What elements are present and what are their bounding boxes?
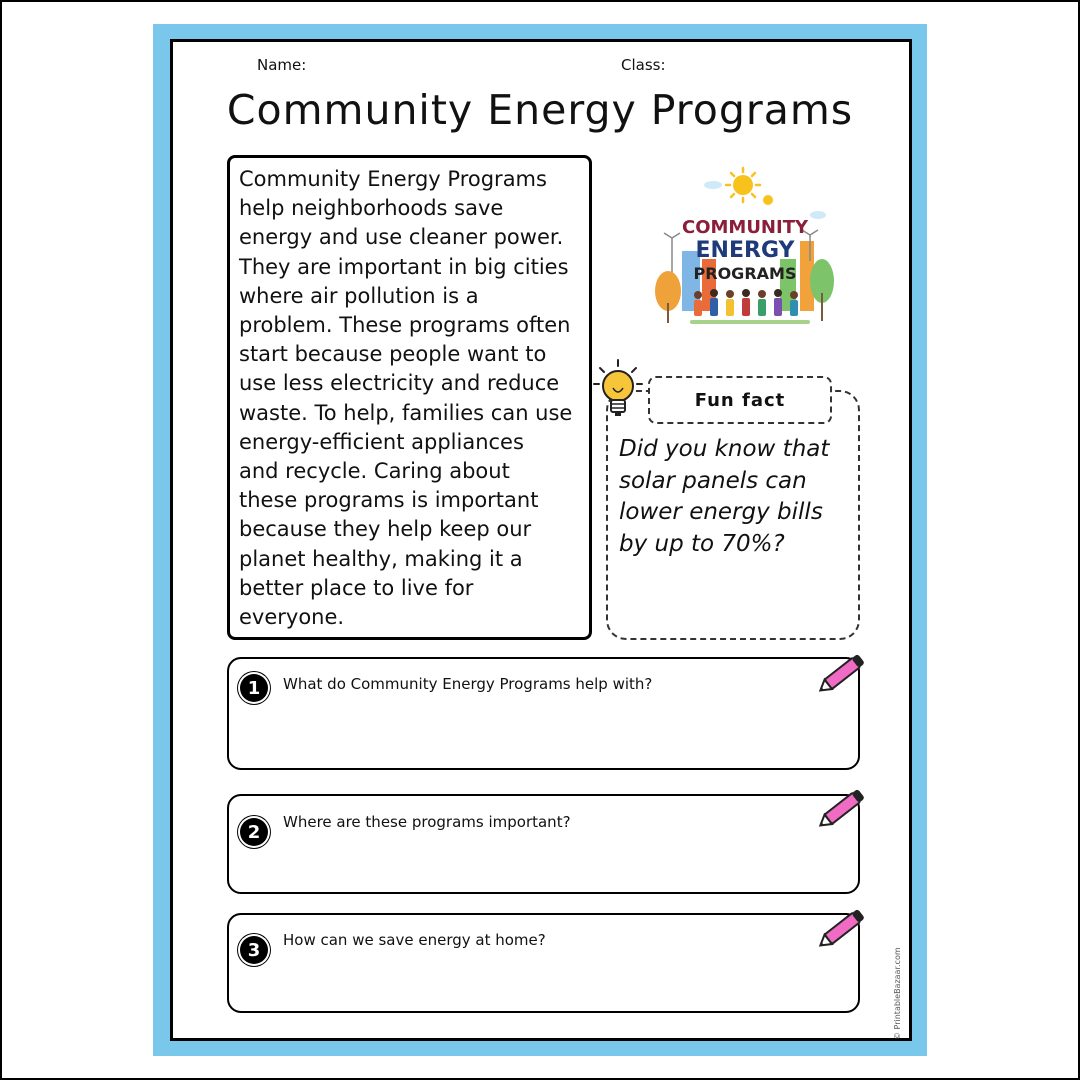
fun-fact-tab [648, 376, 832, 424]
question-2-answer-box[interactable] [227, 794, 860, 894]
class-label: Class: [621, 56, 666, 74]
question-2-text: Where are these programs important? [283, 813, 571, 831]
reading-passage-text: Community Energy Programs help neighborhoods save energy and use cleaner power. They are important in big cities where air pollution is a problem. These programs often start because people want to use less electricity and reduce waste. To help, families can use energy-efficient appliances and recycle. Caring about these programs is important because they help keep our planet healthy, making it a better place to live for everyone. [239, 167, 573, 630]
fun-fact-heading: Fun fact [694, 389, 786, 411]
pencil-icon [818, 905, 870, 949]
reading-passage-box [227, 155, 592, 640]
name-label: Name: [257, 56, 307, 74]
question-1-number-badge: 1 [240, 674, 268, 702]
question-1-answer-box[interactable] [227, 657, 860, 770]
illustration-line-1: COMMUNITY [681, 217, 809, 238]
illustration-line-3: PROGRAMS [693, 264, 797, 283]
lightbulb-icon [592, 358, 644, 424]
question-1-text: What do Community Energy Programs help with? [283, 675, 653, 693]
question-3-text: How can we save energy at home? [283, 931, 546, 949]
question-3-number-badge: 3 [240, 936, 268, 964]
illustration-line-2: ENERGY [695, 238, 795, 263]
copyright-text: © PrintableBazaar.com [893, 947, 902, 1040]
community-energy-illustration [650, 163, 840, 333]
page-title: Community Energy Programs [226, 86, 854, 134]
fun-fact-text: Did you know that solar panels can lower energy bills by up to 70%? [619, 436, 830, 557]
sun-icon [726, 168, 773, 205]
question-2-number-badge: 2 [240, 818, 268, 846]
question-3-answer-box[interactable] [227, 913, 860, 1013]
pencil-icon [818, 785, 870, 829]
pencil-icon [818, 650, 870, 694]
